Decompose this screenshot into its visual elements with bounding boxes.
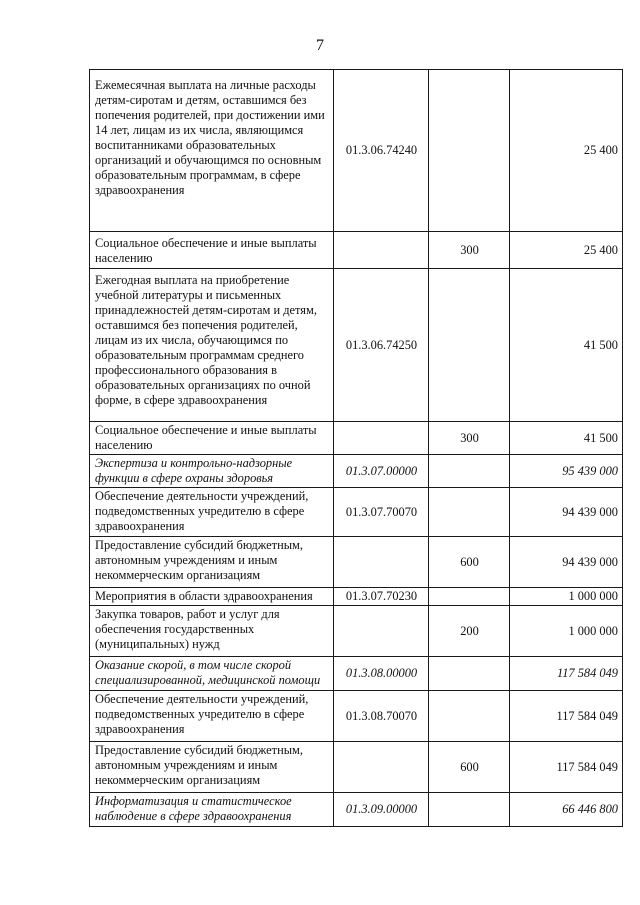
row-name: Обеспечение деятельности учреждений, подведомственных учредителю в сфере здравоохранения bbox=[90, 488, 334, 537]
row-amount: 94 439 000 bbox=[510, 488, 623, 537]
row-expense-type bbox=[429, 588, 510, 606]
row-code bbox=[334, 537, 429, 588]
row-amount: 117 584 049 bbox=[510, 691, 623, 742]
row-code: 01.3.07.70230 bbox=[334, 588, 429, 606]
page-number: 7 bbox=[316, 37, 324, 54]
row-code: 01.3.06.74250 bbox=[334, 269, 429, 422]
row-amount: 94 439 000 bbox=[510, 537, 623, 588]
row-expense-type: 300 bbox=[429, 422, 510, 455]
row-name: Предоставление субсидий бюджетным, автономным учреждениям и иным некоммерческим организациям bbox=[90, 537, 334, 588]
row-expense-type: 300 bbox=[429, 232, 510, 269]
row-expense-type bbox=[429, 488, 510, 537]
row-code: 01.3.08.70070 bbox=[334, 691, 429, 742]
row-expense-type: 600 bbox=[429, 742, 510, 793]
row-name: Оказание скорой, в том числе скорой специализированной, медицинской помощи bbox=[90, 657, 334, 691]
row-amount: 25 400 bbox=[510, 70, 623, 232]
table-row bbox=[90, 793, 623, 827]
row-code: 01.3.07.70070 bbox=[334, 488, 429, 537]
row-amount: 117 584 049 bbox=[510, 742, 623, 793]
row-amount: 95 439 000 bbox=[510, 455, 623, 488]
row-name: Информатизация и статистическое наблюдение в сфере здравоохранения bbox=[90, 793, 334, 827]
row-code: 01.3.07.00000 bbox=[334, 455, 429, 488]
table-row bbox=[90, 588, 623, 606]
row-name: Мероприятия в области здравоохранения bbox=[90, 588, 334, 606]
table-row bbox=[90, 606, 623, 657]
row-amount: 117 584 049 bbox=[510, 657, 623, 691]
row-amount: 1 000 000 bbox=[510, 588, 623, 606]
table-row bbox=[90, 537, 623, 588]
table-row bbox=[90, 269, 623, 422]
row-amount: 66 446 800 bbox=[510, 793, 623, 827]
row-expense-type bbox=[429, 455, 510, 488]
row-code: 01.3.09.00000 bbox=[334, 793, 429, 827]
row-amount: 25 400 bbox=[510, 232, 623, 269]
row-expense-type: 600 bbox=[429, 537, 510, 588]
table-row bbox=[90, 232, 623, 269]
row-name: Социальное обеспечение и иные выплаты населению bbox=[90, 232, 334, 269]
row-code bbox=[334, 422, 429, 455]
row-amount: 41 500 bbox=[510, 269, 623, 422]
row-name: Ежегодная выплата на приобретение учебной литературы и письменных принадлежностей детям-сиротам и детям, оставшимся без попечения родителей, лицам из их числа, обучающимся по образовательным программам среднего профессионального образования в образовательных организациях по очной форме, в сфере здравоохранения bbox=[90, 269, 334, 422]
row-name: Обеспечение деятельности учреждений, подведомственных учредителю в сфере здравоохранения bbox=[90, 691, 334, 742]
table-row bbox=[90, 70, 623, 232]
row-expense-type bbox=[429, 691, 510, 742]
row-expense-type bbox=[429, 657, 510, 691]
table-row bbox=[90, 742, 623, 793]
table-row bbox=[90, 488, 623, 537]
table-row bbox=[90, 455, 623, 488]
row-code bbox=[334, 742, 429, 793]
row-amount: 41 500 bbox=[510, 422, 623, 455]
row-expense-type bbox=[429, 793, 510, 827]
row-code bbox=[334, 606, 429, 657]
row-expense-type bbox=[429, 269, 510, 422]
row-name: Закупка товаров, работ и услуг для обеспечения государственных (муниципальных) нужд bbox=[90, 606, 334, 657]
row-name: Ежемесячная выплата на личные расходы детям-сиротам и детям, оставшимся без попечения родителей, при достижении ими 14 лет, лицам из их числа, являющимся воспитанниками образовательных организаций и обучающимся по основным образовательным программам, в сфере здравоохранения bbox=[90, 70, 334, 232]
row-name: Социальное обеспечение и иные выплаты населению bbox=[90, 422, 334, 455]
row-code: 01.3.06.74240 bbox=[334, 70, 429, 232]
table-row bbox=[90, 422, 623, 455]
row-amount: 1 000 000 bbox=[510, 606, 623, 657]
row-expense-type: 200 bbox=[429, 606, 510, 657]
row-name: Предоставление субсидий бюджетным, автономным учреждениям и иным некоммерческим организациям bbox=[90, 742, 334, 793]
budget-table bbox=[89, 69, 623, 827]
table-row bbox=[90, 691, 623, 742]
row-name: Экспертиза и контрольно-надзорные функции в сфере охраны здоровья bbox=[90, 455, 334, 488]
row-code bbox=[334, 232, 429, 269]
row-expense-type bbox=[429, 70, 510, 232]
row-code: 01.3.08.00000 bbox=[334, 657, 429, 691]
table-row bbox=[90, 657, 623, 691]
